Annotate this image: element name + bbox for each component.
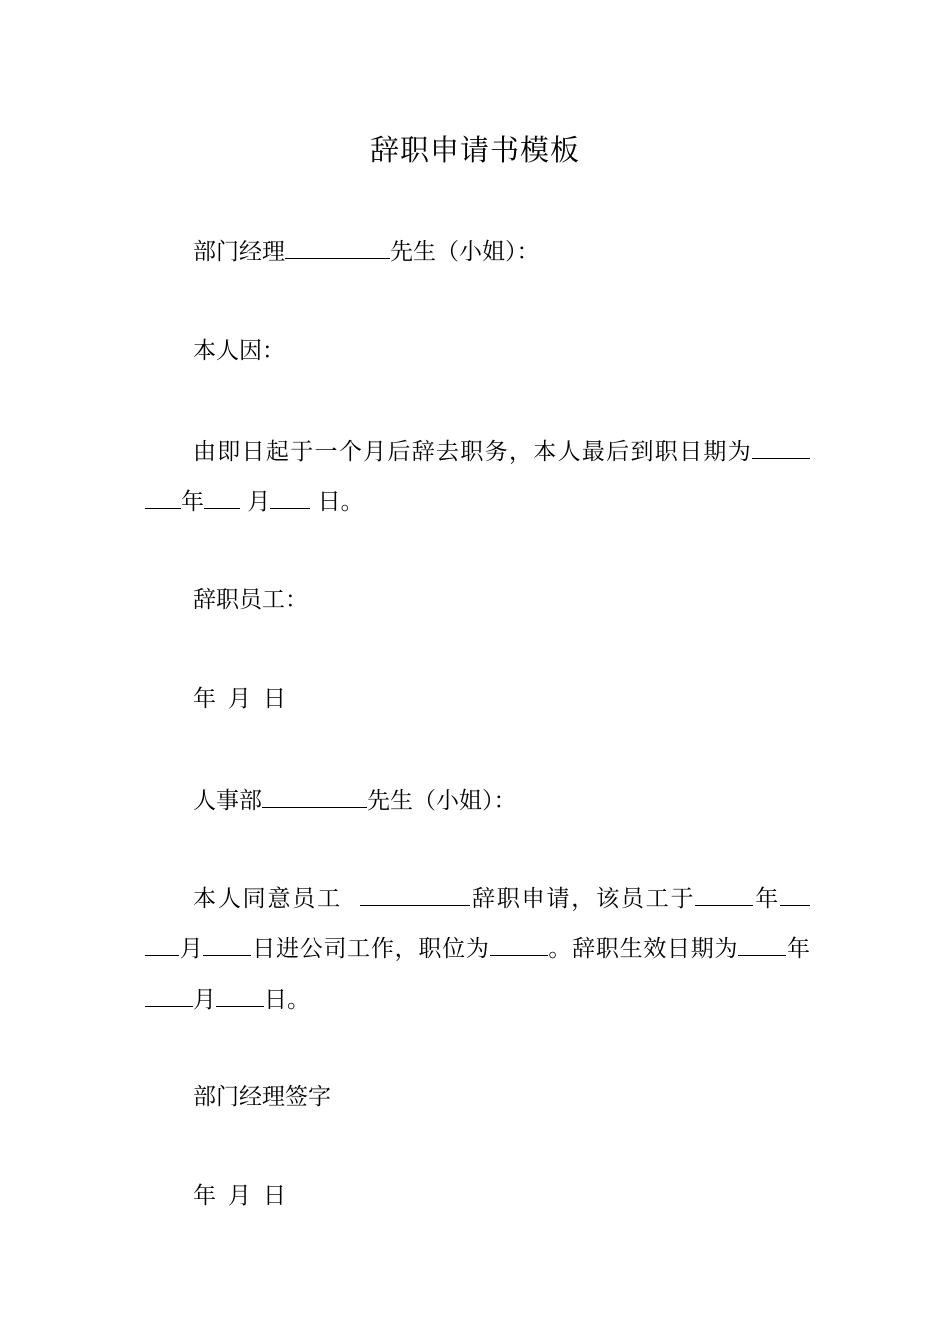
join-month-blank-1[interactable] bbox=[780, 882, 810, 906]
employee-date-month: 月 bbox=[228, 686, 251, 712]
effective-day-label: 日。 bbox=[264, 987, 310, 1013]
salutation-hr bbox=[193, 784, 810, 816]
salutation-manager-suffix: 先生（小姐）： bbox=[390, 239, 540, 265]
last-day-month-blank[interactable] bbox=[204, 485, 240, 509]
manager-date-year: 年 bbox=[193, 1183, 216, 1209]
last-day-line-1 bbox=[193, 435, 810, 467]
reason-line: 本人因： bbox=[193, 338, 285, 364]
join-year-label: 年 bbox=[753, 886, 781, 912]
last-day-year-blank-2[interactable] bbox=[145, 485, 181, 509]
effective-month-label: 月 bbox=[193, 987, 216, 1013]
approval-line-3 bbox=[145, 983, 810, 1015]
join-month-blank-2[interactable] bbox=[145, 932, 179, 956]
employee-date-day: 日 bbox=[263, 686, 286, 712]
approval-text-b: 辞职申请，该员工于 bbox=[470, 886, 696, 912]
position-blank[interactable] bbox=[490, 932, 548, 956]
employee-name-blank[interactable] bbox=[360, 882, 470, 906]
salutation-manager-label: 部门经理 bbox=[193, 239, 285, 265]
effective-year-blank[interactable] bbox=[738, 932, 786, 956]
manager-date-month: 月 bbox=[228, 1183, 251, 1209]
manager-date-day: 日 bbox=[263, 1183, 286, 1209]
join-year-blank[interactable] bbox=[695, 882, 753, 906]
employee-date-year: 年 bbox=[193, 686, 216, 712]
join-day-blank[interactable] bbox=[203, 932, 251, 956]
approval-text-e: 日进公司工作，职位为 bbox=[251, 936, 490, 962]
hr-name-blank[interactable] bbox=[262, 784, 367, 808]
last-day-day-label: 日。 bbox=[317, 489, 364, 515]
last-day-line-2 bbox=[145, 485, 810, 517]
approval-text-a: 本人同意员工 bbox=[193, 886, 342, 912]
last-day-day-blank[interactable] bbox=[270, 485, 310, 509]
effective-month-blank[interactable] bbox=[145, 983, 193, 1007]
last-day-year-blank-1[interactable] bbox=[752, 435, 810, 459]
approval-text-f: 。辞职生效日期为 bbox=[547, 936, 739, 962]
document-title: 辞职申请书模板 bbox=[369, 133, 580, 167]
salutation-hr-label: 人事部 bbox=[193, 788, 262, 814]
last-day-month-label: 月 bbox=[247, 489, 271, 515]
join-month-label: 月 bbox=[179, 936, 204, 962]
manager-name-blank[interactable] bbox=[285, 235, 390, 259]
salutation-hr-suffix: 先生（小姐）： bbox=[367, 788, 517, 814]
manager-date-line bbox=[193, 1181, 810, 1211]
last-day-year-label: 年 bbox=[181, 489, 204, 515]
approval-line-1 bbox=[193, 882, 810, 914]
effective-year-label: 年 bbox=[786, 936, 811, 962]
effective-day-blank[interactable] bbox=[216, 983, 264, 1007]
approval-line-2 bbox=[145, 932, 810, 964]
manager-signature-line: 部门经理签字 bbox=[193, 1084, 331, 1110]
employee-date-line bbox=[193, 684, 810, 714]
last-day-text: 由即日起于一个月后辞去职务，本人最后到职日期为 bbox=[193, 439, 752, 465]
resigning-employee-line: 辞职员工： bbox=[193, 587, 308, 613]
salutation-manager bbox=[193, 235, 810, 267]
